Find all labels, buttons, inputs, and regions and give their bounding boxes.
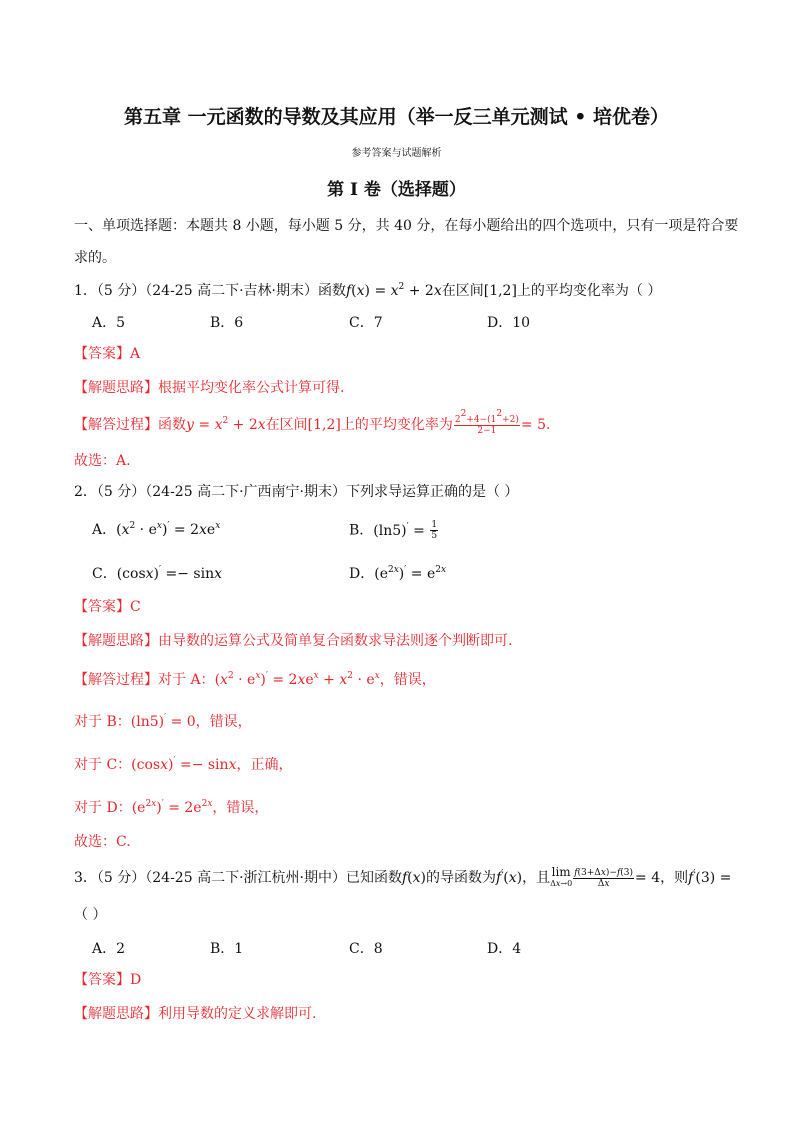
q2-answer: 【答案】C: [74, 599, 141, 615]
q3-limit: lim Δx→0: [550, 865, 573, 888]
q1-process-formula: $y = x^2 + 2x$: [186, 416, 266, 433]
q2-idea-tag: 【解题思路】: [74, 633, 158, 649]
q1-option-c: C．7: [349, 315, 383, 331]
q2-option-b-label: B．: [349, 522, 374, 539]
q1-process-a: 函数: [158, 417, 186, 433]
instructions-line1: 一、单项选择题：本题共 8 小题，每小题 5 分，共 40 分，在每小题给出的四个选项中，只有一项是符合要: [74, 218, 739, 234]
q2-process-a-verdict: ，错误，: [379, 672, 436, 688]
q2-option-a-label: A．: [92, 522, 117, 538]
q2-option-d: D．$(e^{2x})' = e^{2x}$: [349, 565, 447, 582]
q1-answer: 【答案】A: [74, 346, 141, 362]
q1-idea-text: 根据平均变化率公式计算可得.: [158, 380, 345, 396]
q3-mid1: 的导函数为: [426, 870, 497, 886]
q1-average-rate-fraction: $\frac{2^2+4-(1^2+2)}{2-1}$: [454, 409, 519, 436]
document-title: 第五章 一元函数的导数及其应用（举一反三单元测试 • 培优卷）: [124, 106, 669, 128]
q2-option-b-fraction: $\frac{1}{5}$: [431, 520, 438, 541]
q2-process-a: 【解答过程】对于 A：$(x^2 \cdot e^x)' = 2xe^x + x^2 \cdot e^x$，错误，: [74, 671, 436, 688]
q3-prefix: 3．（5 分）（24-25 高二下·浙江杭州·期中）已知函数: [74, 870, 402, 886]
q2-process-a-label: 对于 A：: [158, 672, 215, 688]
q1-function-formula: $f(x) = x^2 + 2x$: [345, 282, 442, 299]
q3-idea-tag: 【解题思路】: [74, 1006, 158, 1022]
question-2-stem: 2．（5 分）（24-25 高二下·广西南宁·期末）下列求导运算正确的是（ ）: [74, 484, 519, 500]
q3-idea: [74, 1004, 316, 1024]
q1-idea: [74, 378, 344, 398]
section-heading: 第 I 卷（选择题）: [327, 180, 466, 200]
instructions-line2: 求的。: [74, 250, 116, 266]
q1-process-b: 在区间[1,2]上的平均变化率为: [265, 417, 453, 433]
question-3-paren: （ ）: [74, 907, 107, 923]
q3-idea-text: 利用导数的定义求解即可.: [158, 1006, 317, 1022]
q2-option-d-label: D．: [349, 566, 375, 582]
q3-option-d: D．4: [487, 941, 522, 957]
q2-process-b: 对于 B：(ln5)′ = 0，错误，: [74, 713, 252, 730]
question-1-stem: [74, 281, 661, 301]
q1-option-d: D．10: [487, 315, 531, 331]
q3-option-a: A．2: [92, 941, 126, 957]
question-1-prefix: 1．（5 分）（24-25 高二下·吉林·期末）函数: [74, 283, 346, 299]
q1-process-c: = 5.: [520, 417, 551, 433]
document-subtitle: 参考答案与试题解析: [351, 148, 442, 159]
q2-process-c-verdict: ，正确，: [236, 757, 293, 773]
q2-process-c: 对于 C：(cosx)′ =− sinx，正确，: [74, 756, 293, 773]
q2-idea: [74, 631, 512, 651]
q2-option-c-label: C．: [92, 566, 117, 582]
q2-process-c-label: 对于 C：: [74, 757, 132, 773]
q2-process-tag: 【解答过程】: [74, 672, 158, 688]
q2-process-d-verdict: ，错误，: [212, 800, 269, 816]
q2-process-b-label: 对于 B：: [74, 714, 131, 730]
q2-process-d: 对于 D：$(e^{2x})' = 2e^{2x}$，错误，: [74, 799, 269, 816]
q3-limit-fraction: $\frac{f(3+\Delta x)-f(3)}{\Delta x}$: [574, 867, 634, 889]
q2-option-c: C．(cosx)′ =− sinx: [92, 565, 223, 582]
q1-option-a: A．5: [92, 315, 126, 331]
q1-process: [74, 409, 551, 436]
question-3-stem: 3．（5 分）（24-25 高二下·浙江杭州·期中）已知函数f(x)的导函数为f′(x)，且 lim Δx→0 $\frac{f(3+\Delta x)-f(3)}{\Delta x}$ = 4，则f′(3) =: [74, 865, 732, 889]
question-1-middle: 在区间[1,2]上的平均变化率为（ ）: [441, 283, 662, 299]
q1-option-b: B．6: [210, 315, 244, 331]
q1-process-tag: 【解答过程】: [74, 417, 158, 433]
q3-answer: 【答案】D: [74, 972, 142, 988]
q3-option-b: B．1: [210, 941, 244, 957]
q3-mid3: = 4，则: [635, 870, 689, 886]
q2-idea-text: 由导数的运算公式及简单复合函数求导法则逐个判断即可.: [158, 633, 513, 649]
q2-process-b-verdict: ，错误，: [195, 714, 252, 730]
q2-option-a: A．$(x^2 \cdot e^x)' = 2xe^x$: [92, 521, 221, 538]
q1-idea-tag: 【解题思路】: [74, 380, 158, 396]
q3-option-c: C．8: [349, 941, 383, 957]
q1-conclusion: 故选：A.: [74, 453, 131, 469]
q2-process-d-label: 对于 D：: [74, 800, 132, 816]
q2-option-b: B．(ln5)′ = $\frac{1}{5}$: [349, 520, 438, 541]
q3-mid2: ，且: [522, 870, 551, 886]
q2-conclusion: 故选：C.: [74, 834, 131, 850]
